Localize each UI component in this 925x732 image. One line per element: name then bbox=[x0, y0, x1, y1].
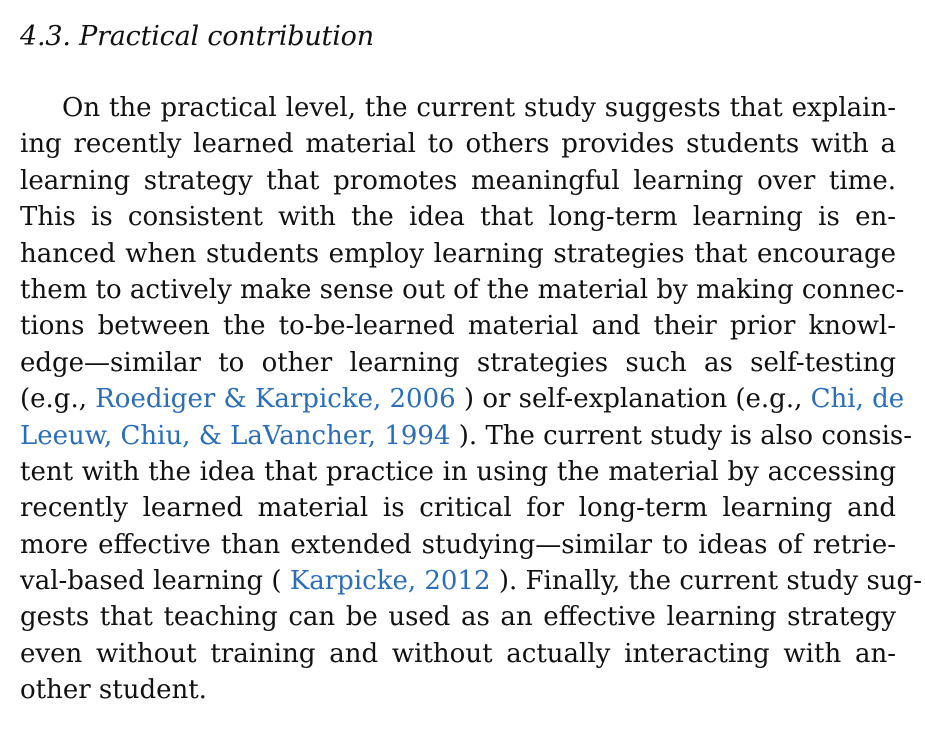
section-title: 4.3. Practical contribution bbox=[20, 21, 374, 52]
citation-link-chi-1994-continued[interactable]: Leeuw, Chiu, & LaVancher, 1994 bbox=[20, 420, 451, 451]
text-line: gests that teaching can be used as an effective learning strategy bbox=[20, 602, 896, 633]
text-line: even without training and without actually interacting with an- bbox=[20, 638, 896, 669]
article-page bbox=[20, 0, 922, 732]
text-line-with-citations bbox=[20, 381, 905, 417]
text-line: learning strategy that promotes meaningful learning over time. bbox=[20, 165, 896, 196]
text-line: tent with the idea that practice in using the material by accessing bbox=[20, 456, 896, 487]
text-line: This is consistent with the idea that long-term learning is en- bbox=[20, 202, 896, 233]
text-line-with-citation bbox=[20, 563, 922, 599]
body-paragraph bbox=[20, 90, 922, 709]
text-line: tions between the to-be-learned material and their prior knowl- bbox=[20, 311, 896, 342]
text-line: recently learned material is critical for long-term learning and bbox=[20, 493, 896, 524]
text-line: ing recently learned material to others provides students with a bbox=[20, 129, 896, 160]
text-fragment: val-based learning ( bbox=[20, 566, 282, 597]
text-fragment: (e.g., bbox=[20, 384, 96, 415]
citation-link-roediger-karpicke-2006[interactable]: Roediger & Karpicke, 2006 bbox=[95, 384, 456, 415]
text-line: other student. bbox=[20, 675, 207, 706]
text-line: them to actively make sense out of the material by making connec- bbox=[20, 274, 905, 305]
text-line: On the practical level, the current study suggests that explain- bbox=[62, 93, 896, 123]
citation-link-karpicke-2012[interactable]: Karpicke, 2012 bbox=[289, 566, 491, 597]
text-line: more effective than extended studying—similar to ideas of retrie- bbox=[20, 529, 896, 560]
text-fragment: ). Finally, the current study sug- bbox=[498, 566, 922, 597]
text-fragment: ). The current study is also consis- bbox=[458, 420, 913, 451]
text-line: hanced when students employ learning strategies that encourage bbox=[20, 238, 896, 269]
text-line: edge—similar to other learning strategies such as self-testing bbox=[20, 347, 896, 378]
text-fragment: ) or self-explanation (e.g., bbox=[463, 384, 811, 415]
text-line-with-citation bbox=[20, 418, 913, 454]
citation-link-chi-1994[interactable]: Chi, de bbox=[810, 384, 905, 415]
